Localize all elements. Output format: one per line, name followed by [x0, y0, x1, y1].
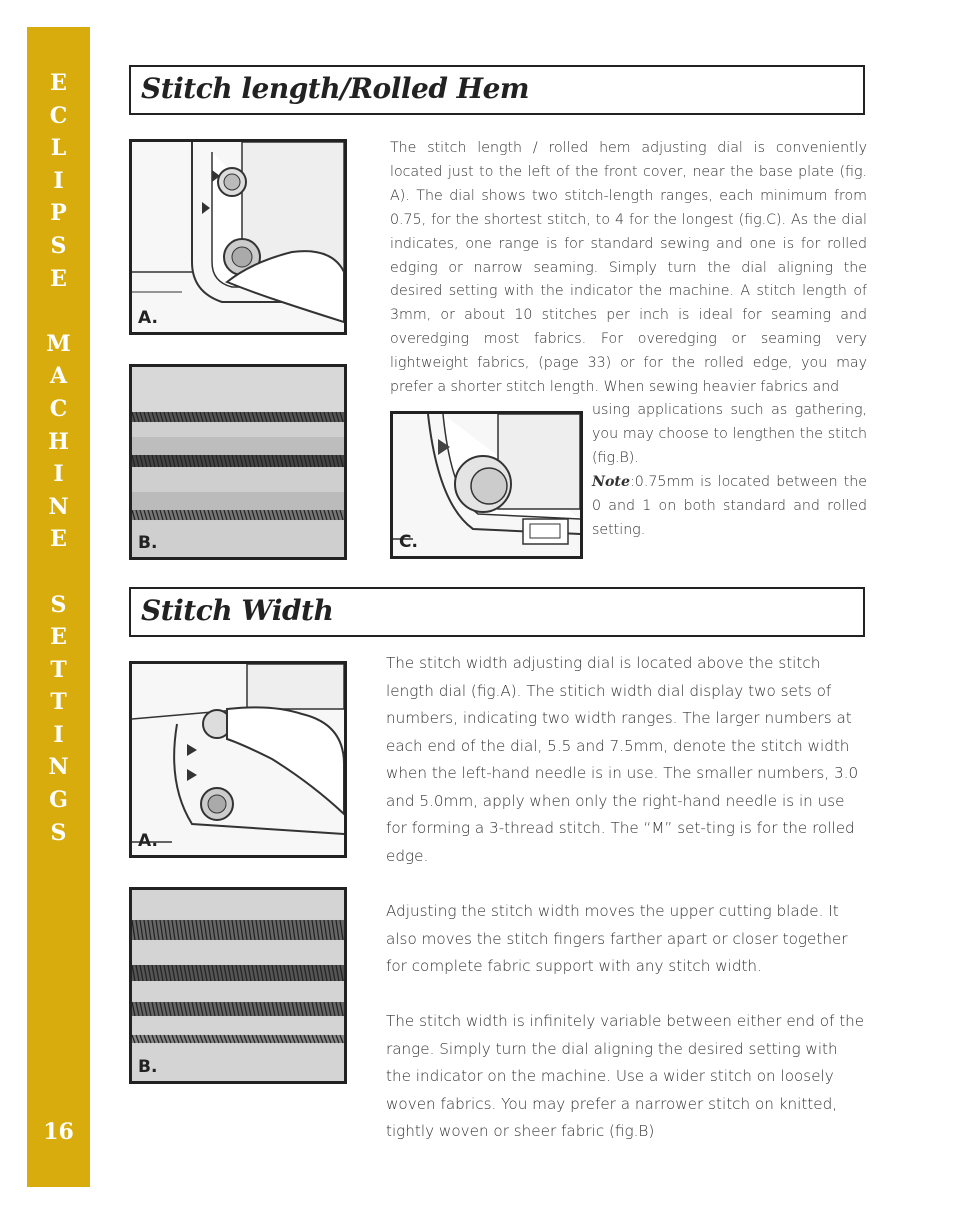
figure-dial-closeup [390, 411, 583, 559]
sidebar-letter [27, 556, 90, 589]
sidebar-letter: S [50, 591, 67, 618]
sidebar-letter: T [50, 656, 67, 683]
sidebar-letter: I [53, 167, 64, 194]
figure-label: A. [138, 308, 158, 328]
sidebar-letter: T [50, 689, 67, 716]
sidebar-letter: G [49, 787, 68, 814]
sidebar-letter: N [48, 493, 69, 520]
machine-dial-illustration [132, 142, 344, 332]
sidebar-letter: P [50, 200, 67, 227]
figure-stitch-length-dial [129, 139, 347, 335]
figure-stitch-samples [129, 364, 347, 560]
figure-stitch-width-dial [129, 661, 347, 858]
width-dial-illustration [132, 664, 344, 855]
section-title: Stitch length/Rolled Hem [141, 72, 530, 105]
sidebar-letter: M [46, 330, 71, 357]
sidebar-letter: L [50, 135, 67, 162]
sidebar-letter: S [50, 819, 67, 846]
sidebar-letter: E [50, 265, 67, 292]
section-heading-stitch-length [129, 65, 865, 115]
sidebar-letter: C [49, 102, 68, 129]
sidebar-letter: E [50, 70, 67, 96]
sidebar-letter: I [53, 721, 64, 748]
dial-closeup-illustration [393, 414, 580, 556]
section-heading-stitch-width [129, 587, 865, 637]
stitch-length-paragraph: The stitch length / rolled hem adjusting dial is conveniently located just to the left of the front cover, near the base plate (fig. A). The dial shows two stitch-length ranges, each minimum from 0.75, for the shortest stitch, to 4 for the longest (fig.C). As the dial indicates, one range is for standard sewing and one is for rolled edging or narrow seaming. Simply turn the dial aligning the desired setting with the indicator the machine. A stitch length of 3mm, or about 10 stitches per inch is ideal for seaming and overedging most fabrics. For overedging or seaming very lightweight fabrics, (page 33) or for the rolled edge, you may prefer a shorter stitch length. When sewing heavier fabrics and [390, 140, 867, 396]
sidebar-letter: H [48, 428, 69, 455]
stitch-width-paragraph-1: The stitch width adjusting dial is located above the stitch length dial (fig.A). The stitich width dial display two sets of numbers, indicating two width ranges. The larger numbers at each end of the dial, 5.5 and 7.5mm, denote the stitch width when the left-hand needle is in use. The smaller numbers, 3.0 and 5.0mm, apply when only the right-hand needle is in use for forming a 3-thread stitch. The “M” set-ting is for the rolled edge. [386, 654, 859, 865]
figure-label: B. [138, 1057, 158, 1077]
stitch-width-paragraph-3: The stitch width is infinitely variable between either end of the range. Simply turn the dial aligning the desired setting with the indicator on the machine. Use a wider stitch on loosely woven fabrics. You may prefer a narrower stitch on knitted, tightly woven or sheer fabric (fig.B) [386, 1012, 865, 1140]
figure-label: B. [138, 533, 158, 553]
sidebar-letter: A [49, 363, 68, 390]
stitch-length-paragraph-tail: using applications such as gathering, you may choose to lengthen the stitch (fig.B). [592, 402, 867, 466]
figure-label: A. [138, 831, 158, 851]
figure-label: C. [399, 532, 418, 552]
stitch-length-paragraph-continued [592, 399, 867, 542]
width-samples-illustration [132, 890, 344, 1081]
sidebar-letter: E [50, 624, 67, 651]
sidebar-letter: E [50, 526, 67, 553]
sidebar-letter [27, 295, 90, 328]
sidebar-letter: S [50, 232, 67, 259]
sidebar-letter: I [53, 461, 64, 488]
sidebar-letter: N [48, 754, 69, 781]
note-text: :0.75mm is located between the 0 and 1 on both standard and rolled setting. [592, 473, 867, 538]
stitch-samples-illustration [132, 367, 344, 557]
section-title: Stitch Width [141, 594, 334, 627]
sidebar-letter: C [49, 395, 68, 422]
page-number: 16 [43, 1119, 74, 1145]
sidebar-title [27, 67, 90, 849]
sidebar-band [27, 27, 90, 1187]
stitch-width-paragraph-2: Adjusting the stitch width moves the upper cutting blade. It also moves the stitch fingers farther apart or closer together for complete fabric support with any stitch width. [386, 902, 848, 975]
figure-width-samples [129, 887, 347, 1084]
note-label: Note [592, 473, 631, 490]
